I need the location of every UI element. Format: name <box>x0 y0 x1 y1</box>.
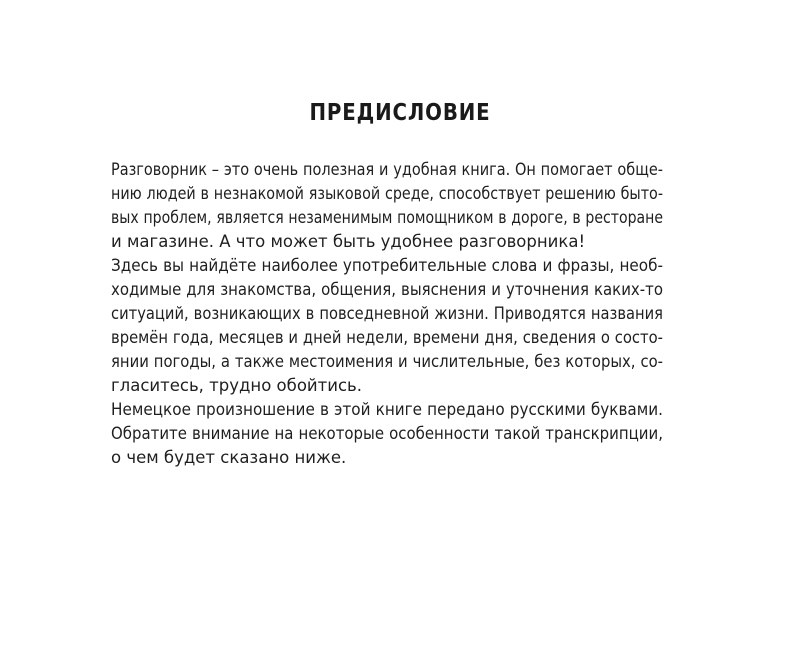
text-line: и магазине. А что может быть удобнее разговорника! <box>111 232 586 251</box>
text-line: янии погоды, а также местоимения и числительные, без которых, со- <box>111 352 663 371</box>
text-line: Здесь вы найдёте наиболее употребительные слова и фразы, необ- <box>111 256 663 275</box>
text-line: Немецкое произношение в этой книге передано русскими буквами. <box>111 400 663 419</box>
page-title: ПРЕДИСЛОВИЕ <box>309 100 491 126</box>
preface-text <box>111 158 663 470</box>
text-line: гласитесь, трудно обойтись. <box>111 376 363 395</box>
text-line: времён года, месяцев и дней недели, времени дня, сведения о состо- <box>111 328 663 347</box>
text-line: ситуаций, возникающих в повседневной жизни. Приводятся названия <box>111 304 663 323</box>
text-line: нию людей в незнакомой языковой среде, способствует решению быто- <box>111 184 663 203</box>
text-line: Разговорник – это очень полезная и удобная книга. Он помогает обще- <box>111 160 663 179</box>
text-line: ходимые для знакомства, общения, выяснения и уточнения каких-то <box>111 280 663 299</box>
text-line: о чем будет сказано ниже. <box>111 448 347 467</box>
text-line: вых проблем, является незаменимым помощником в дороге, в ресторане <box>111 208 663 227</box>
text-line: Обратите внимание на некоторые особенности такой транскрипции, <box>111 424 663 443</box>
